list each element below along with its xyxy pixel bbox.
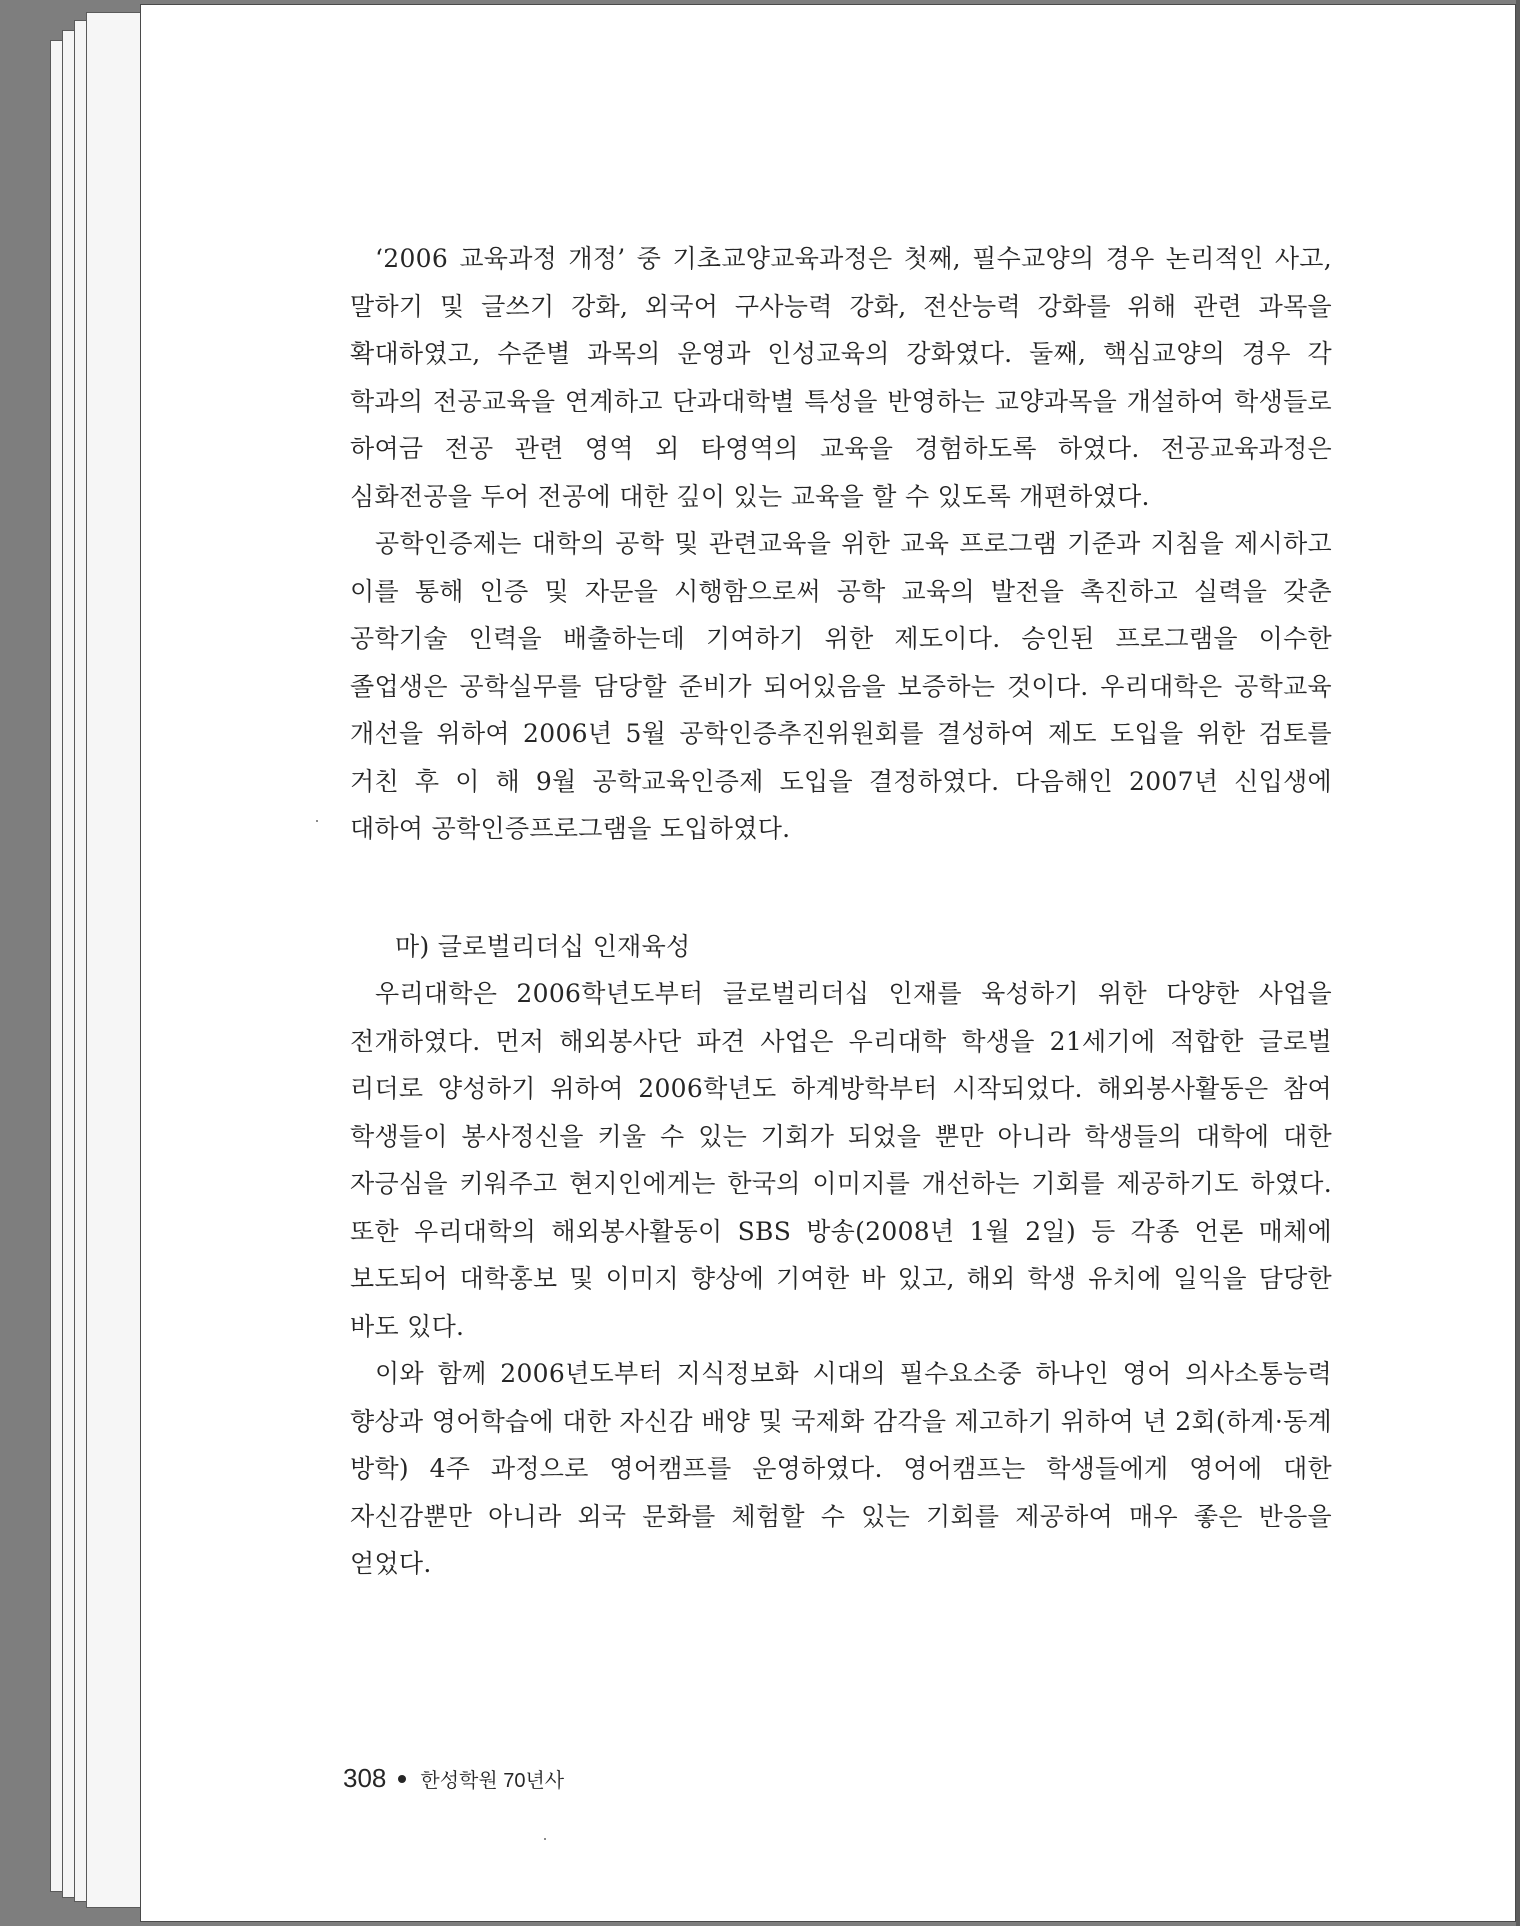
paragraph-curriculum: ‘2006 교육과정 개정’ 중 기초교양교육과정은 첫째, 필수교양의 경우 논리적인 사고, 말하기 및 글쓰기 강화, 외국어 구사능력 강화, 전산능력 강화를 위해 관련 과목을 확대하였고, 수준별 과목의 운영과 인성교육의 강화였다. 둘째, 핵심교양의 경우 각 학과의 전공교육을 연계하고 단과대학별 특성을 반영하는 교양과목을 개설하여 학생들로 하여금 전공 관련 영역 외 타영역의 교육을 경험하도록 하였다. 전공교육과정은 심화전공을 두어 전공에 대한 깊이 있는 교육을 할 수 있도록 개편하였다.: [350, 244, 1332, 511]
page-footer: [343, 1763, 564, 1794]
paragraph-engineering-certification: 공학인증제는 대학의 공학 및 관련교육을 위한 교육 프로그램 기준과 지침을 제시하고 이를 통해 인증 및 자문을 시행함으로써 공학 교육의 발전을 촉진하고 실력을 갖춘 공학기술 인력을 배출하는데 기여하기 위한 제도이다. 승인된 프로그램을 이수한 졸업생은 공학실무를 담당할 준비가 되어있음을 보증하는 것이다. 우리대학은 공학교육 개선을 위하여 2006년 5월 공학인증추진위원회를 결성하여 제도 도입을 위한 검토를 거친 후 이 해 9월 공학교육인증제 도입을 결정하였다. 다음해인 2007년 신입생에 대하여 공학인증프로그램을 도입하였다.: [350, 529, 1332, 843]
section-heading: 마) 글로벌리더십 인재육성: [395, 931, 691, 961]
book-page: [140, 4, 1516, 1922]
bullet-dot-icon: [398, 1775, 406, 1783]
page-number: 308: [343, 1763, 387, 1793]
scan-speck: [544, 1838, 546, 1840]
scan-speck: [316, 820, 318, 822]
paragraph-english-camp: 이와 함께 2006년도부터 지식정보화 시대의 필수요소중 하나인 영어 의사소통능력 향상과 영어학습에 대한 자신감 배양 및 국제화 감각을 제고하기 위하여 년 2회(하계·동계 방학) 4주 과정으로 영어캠프를 운영하였다. 영어캠프는 학생들에게 영어에 대한 자신감뿐만 아니라 외국 문화를 체험할 수 있는 기회를 제공하여 매우 좋은 반응을 얻었다.: [350, 1359, 1332, 1578]
paragraph-global-leadership: 우리대학은 2006학년도부터 글로벌리더십 인재를 육성하기 위한 다양한 사업을 전개하였다. 먼저 해외봉사단 파견 사업은 우리대학 학생을 21세기에 적합한 글로벌 리더로 양성하기 위하여 2006학년도 하계방학부터 시작되었다. 해외봉사활동은 참여 학생들이 봉사정신을 키울 수 있는 기회가 되었을 뿐만 아니라 학생들의 대학에 대한 자긍심을 키워주고 현지인에게는 한국의 이미지를 개선하는 기회를 제공하기도 하였다. 또한 우리대학의 해외봉사활동이 SBS 방송(2008년 1월 2일) 등 각종 언론 매체에 보도되어 대학홍보 및 이미지 향상에 기여한 바 있고, 해외 학생 유치에 일익을 담당한 바도 있다.: [350, 979, 1332, 1341]
book-title: 한성학원 70년사: [420, 1770, 565, 1792]
page-shadow: [1516, 0, 1520, 1926]
page-body: [350, 235, 1332, 1588]
